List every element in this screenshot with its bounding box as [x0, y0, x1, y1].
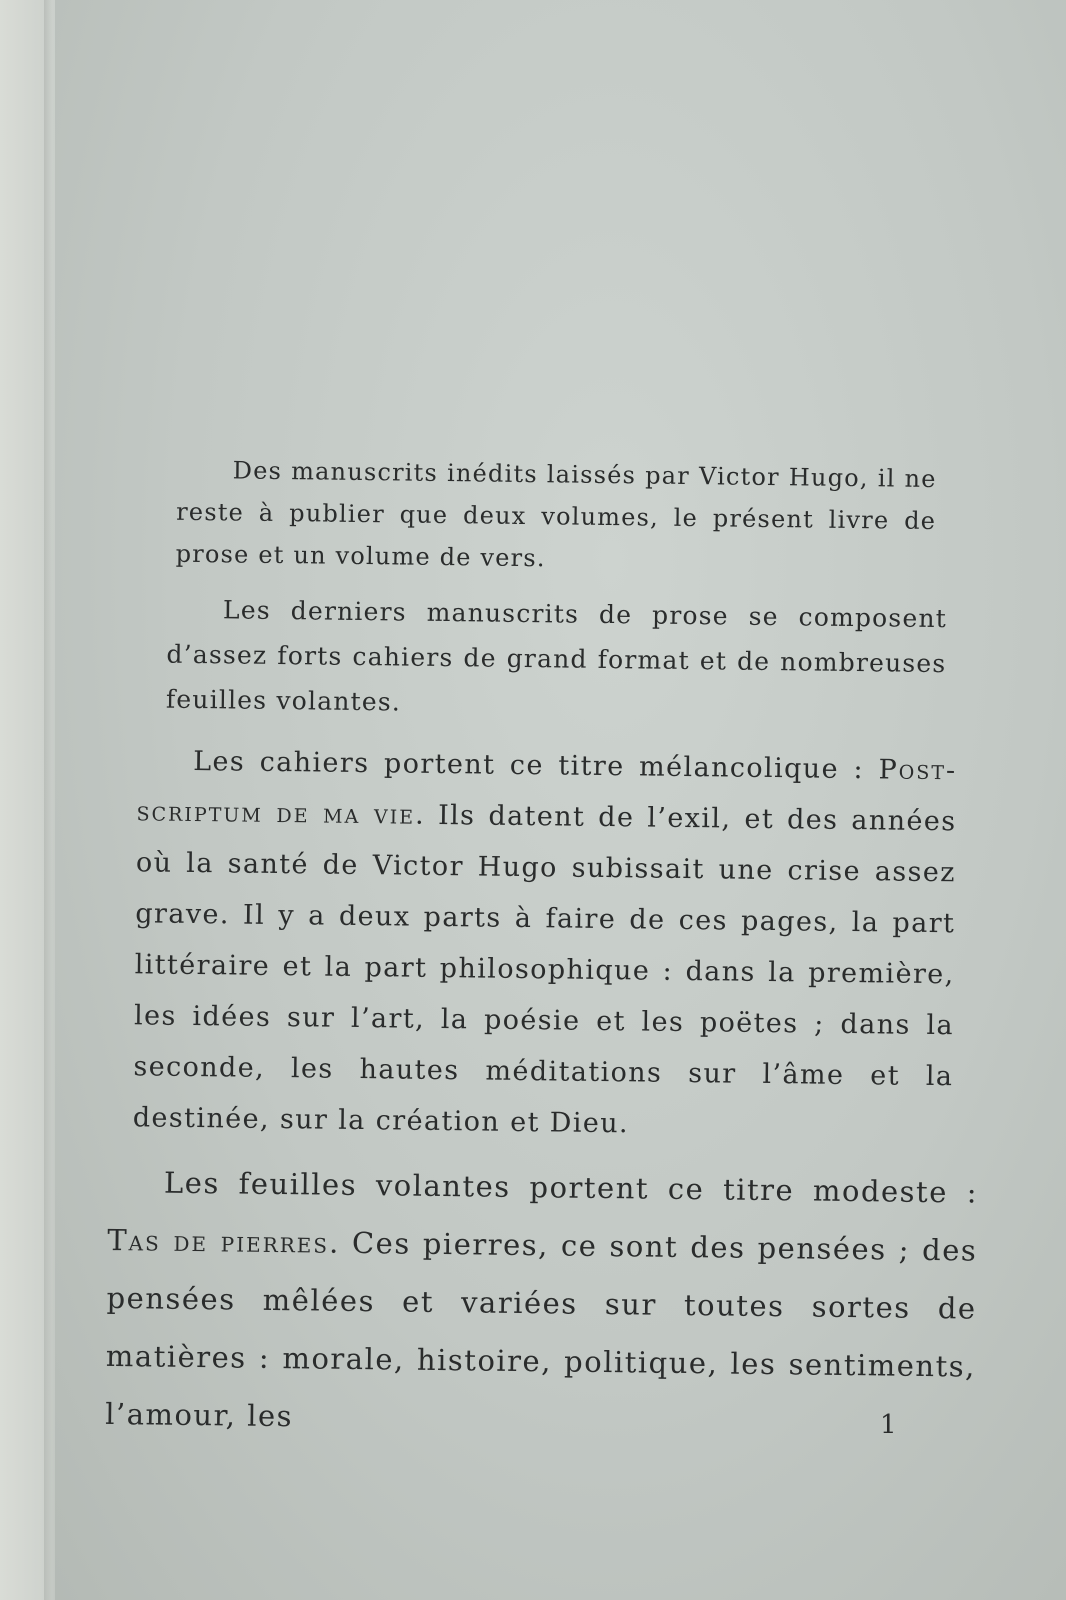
paragraph-4-rest: . Ces pierres, ce sont des pensées ; des pensées mêlées et variées sur toutes sortes de matières : morale, histoire, politique, les sentiments, l’amour, les [104, 1225, 978, 1434]
title-post-scriptum: Post-scriptum de ma vie [136, 754, 958, 831]
book-page [55, 0, 1066, 1600]
paragraph-4 [105, 1153, 978, 1454]
title-tas-de-pierres: Tas de pierres [107, 1222, 330, 1260]
paragraph-3 [133, 735, 958, 1153]
paragraph-2: Les derniers manuscrits de prose se composent d’assez forts cahiers de grand format et de nombreuses feuilles volantes. [165, 595, 948, 717]
gutter-shadow [44, 0, 52, 1600]
paragraph-3-rest: . Ils datent de l’exil, et des années où la santé de Victor Hugo subissait une crise assez grave. Il y a deux parts à faire de ces pages, la part littéraire et la part philosophique : dans la première, les idées sur l’art, la poésie et les poëtes ; dans la seconde, les hautes méditations sur l’âme et la destinée, sur la création et Dieu. [132, 799, 957, 1140]
page-number: 1 [880, 1410, 897, 1440]
paragraph-3-lead: Les cahiers portent ce titre mélancolique : [192, 745, 879, 786]
paragraph-4-lead: Les feuilles volantes portent ce titre modeste : [163, 1165, 979, 1210]
body-text [105, 448, 997, 1454]
paragraph-1: Des manuscrits inédits laissés par Victor Hugo, il ne reste à publier que deux volumes, le présent livre de prose et un volume de vers. [175, 456, 937, 573]
